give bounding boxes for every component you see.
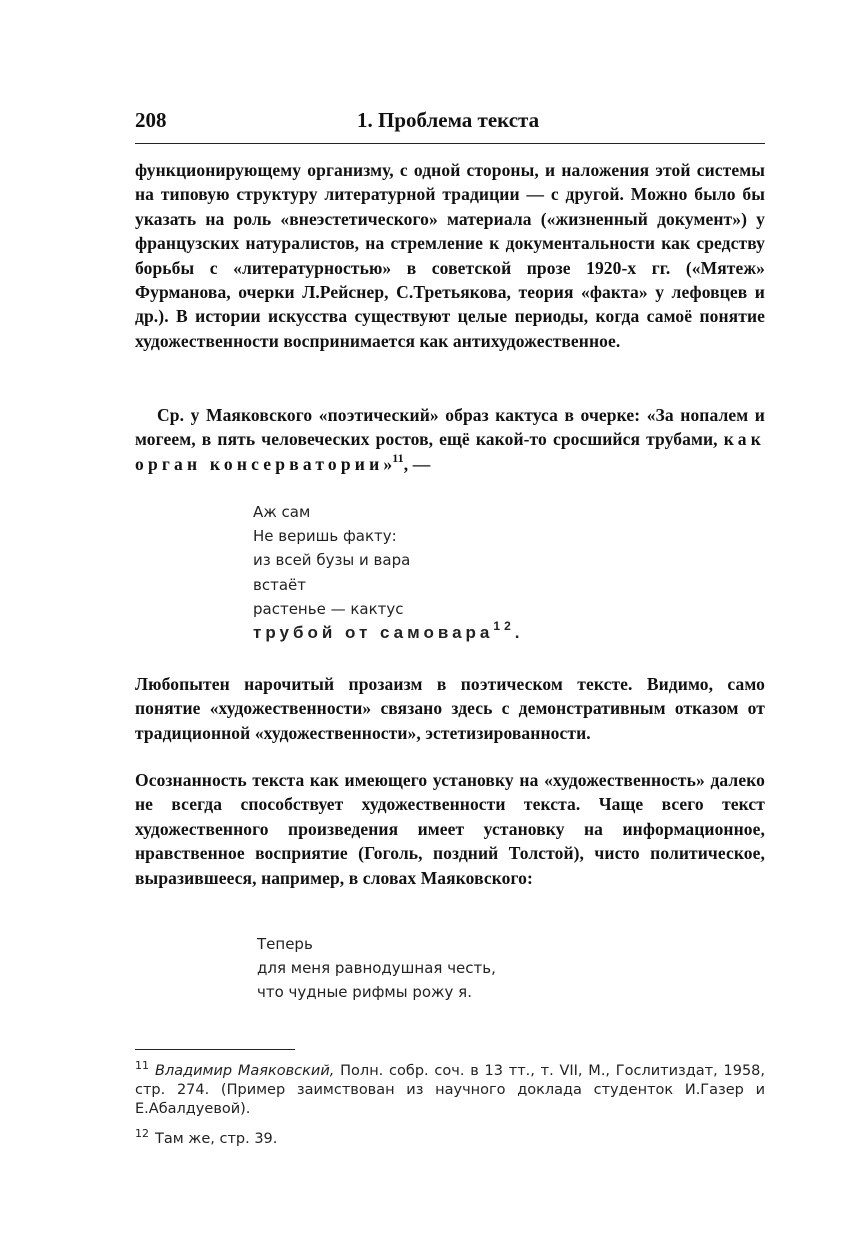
book-page — [135, 100, 766, 1147]
verse-line: для меня равнодушная честь, — [257, 959, 496, 978]
verse-line: что чудные рифмы рожу я. — [257, 983, 472, 1002]
verse-honor — [257, 932, 496, 1005]
paragraph-2-end: , — — [403, 453, 431, 474]
footnote-11 — [135, 1059, 766, 1119]
footnote-author: Владимир Маяковский, — [155, 1063, 335, 1079]
paragraph-2-text: Ср. у Маяковского «поэтический» образ кактуса в очерке: «За нопалем и могеем, в пять человеческих ростов, ещё какой-то сросшийся трубами, — [135, 405, 765, 450]
paragraph-4: Осознанность текста как имеющего установку на «художественность» далеко не всегда способствует художественности текста. Чаще всего текст художественного произведения имеет установку на информационное, нравственное восприятие (Гоголь, поздний Толстой), чисто политическое, выразившееся, например, в словах Маяковского: — [135, 770, 765, 888]
footnote-rule — [135, 1049, 295, 1050]
running-head: 1. Проблема текста — [357, 108, 540, 132]
footnote-ref-12: 12 — [493, 619, 515, 634]
verse-cactus — [253, 500, 523, 645]
footnote-12 — [135, 1127, 765, 1149]
verse-line: растенье — кактус — [253, 599, 404, 618]
verse-last-text: трубой от самовара — [253, 623, 494, 643]
footnote-text: Полн. собр. соч. в 13 тт., т. VII, М., Гослитиздат, 1958, стр. 274. (Пример заимствован из научного доклада студенток И.Газер и Е.Абалдуевой). — [135, 1063, 766, 1117]
verse-last-line — [253, 621, 523, 645]
verse-last-end: . — [514, 623, 524, 643]
header-rule — [135, 143, 765, 144]
footnote-ref-11: 11 — [392, 450, 404, 465]
page-header — [135, 100, 765, 140]
footnote-text: Там же, стр. 39. — [155, 1131, 278, 1147]
verse-line: Не веришь факту: — [253, 527, 397, 546]
verse-line: Аж сам — [253, 503, 311, 521]
paragraph-2 — [135, 403, 765, 476]
verse-line: Теперь — [257, 935, 313, 953]
paragraph-1: функционирующему организму, с одной стороны, и наложения этой системы на типовую структуру литературной традиции — с другой. Можно было бы указать на роль «внеэстетического» материала («жизненный документ») у французских натуралистов, на стремление к документальности как средству борьбы с «литературностью» в советской прозе 1920-х гг. («Мятеж» Фурманова, очерки Л.Рейснер, С.Третьякова, теория «факта» у лефовцев и др.). В истории искусства существуют целые периоды, когда самоё понятие художественности воспринимается как антихудожественное. — [135, 160, 765, 351]
verse-line: из всей бузы и вара — [253, 551, 411, 570]
page-number: 208 — [135, 108, 167, 132]
footnote-mark: 12 — [135, 1127, 149, 1140]
verse-line: встаёт — [253, 575, 306, 594]
footnote-mark: 11 — [135, 1059, 149, 1072]
spaced-quote: как орган консерватории — [135, 429, 765, 474]
paragraph-3: Любопытен нарочитый прозаизм в поэтическом тексте. Видимо, само понятие «художественности» связано здесь с демонстративным отказом от традиционной «художественности», эстетизированности. — [135, 674, 765, 743]
quote-close: » — [383, 453, 393, 474]
